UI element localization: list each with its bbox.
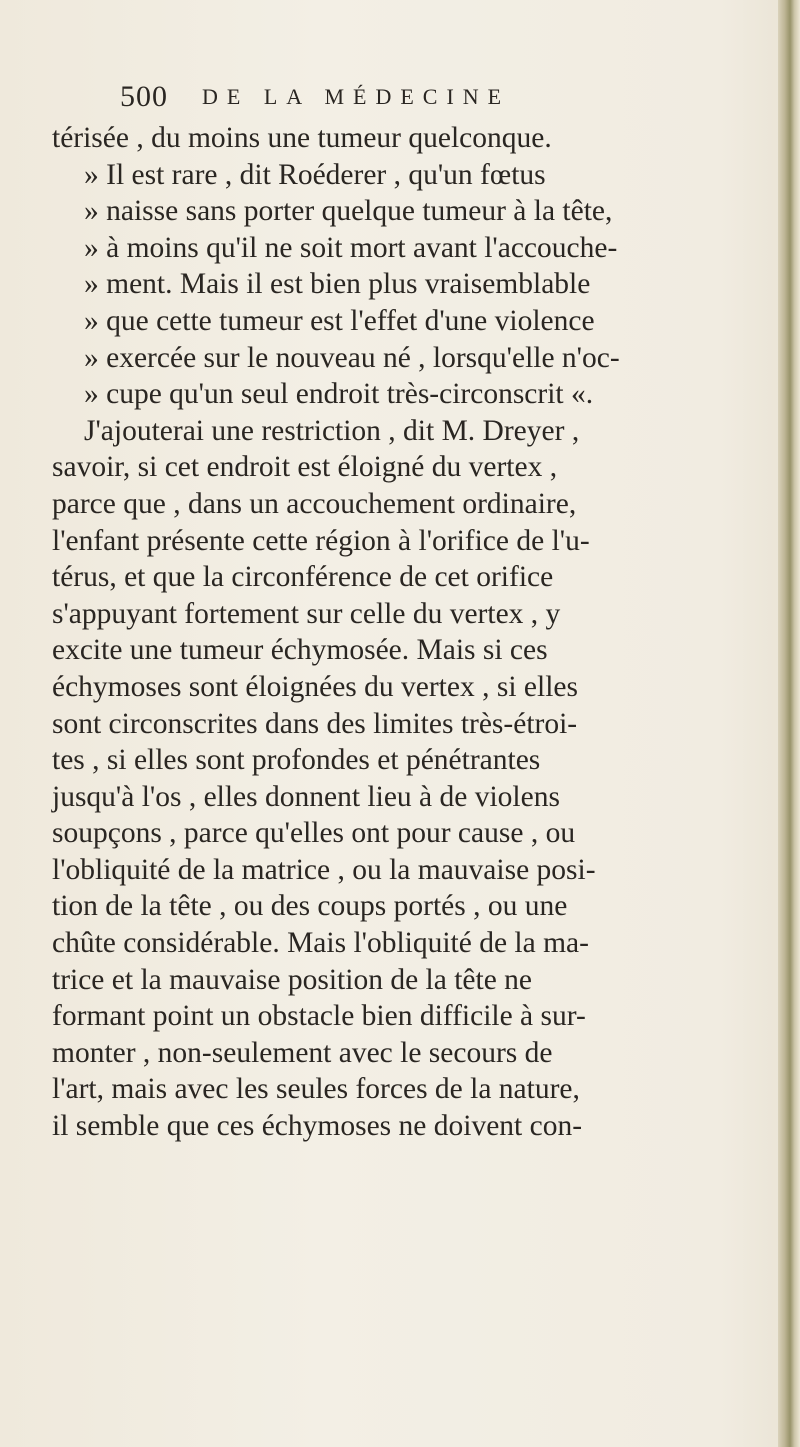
running-title: DE LA MÉDECINE (202, 84, 511, 109)
text-line: chûte considérable. Mais l'obliquité de la ma- (52, 927, 589, 960)
text-line: tion de la tête , ou des coups portés , ou une (52, 890, 568, 923)
text-line: échymoses sont éloignées du vertex , si elles (52, 670, 578, 703)
text-line: savoir, si cet endroit est éloigné du vertex , (52, 451, 558, 484)
text-line: formant point un obstacle bien difficile à sur- (52, 1000, 586, 1033)
text-line: térisée , du moins une tumeur quelconque. (52, 122, 552, 154)
text-line: » exercée sur le nouveau né , lorsqu'elle n'oc- (84, 341, 620, 374)
body-text (52, 120, 742, 1145)
text-line: jusqu'à l'os , elles donnent lieu à de violens (52, 780, 560, 813)
text-line: monter , non-seulement avec le secours de (52, 1036, 553, 1069)
text-line: soupçons , parce qu'elles ont pour cause , ou (52, 817, 576, 850)
page-number: 500 (120, 80, 168, 113)
page-header (120, 80, 680, 120)
text-line: l'obliquité de la matrice , ou la mauvaise posi- (52, 853, 596, 886)
text-line: parce que , dans un accouchement ordinaire, (52, 487, 577, 520)
text-line: s'appuyant fortement sur celle du vertex , y (52, 597, 561, 630)
page-edge (778, 0, 800, 1447)
text-line: » à moins qu'il ne soit mort avant l'accouche- (84, 231, 618, 264)
text-line: » ment. Mais il est bien plus vraisemblable (84, 268, 591, 301)
text-line: » que cette tumeur est l'effet d'une violence (84, 304, 595, 337)
text-line: J'ajouterai une restriction , dit M. Dreyer , (84, 414, 580, 447)
text-line: excite une tumeur échymosée. Mais si ces (52, 634, 548, 667)
text-line: l'enfant présente cette région à l'orifice de l'u- (52, 524, 590, 557)
text-line: tes , si elles sont profondes et pénétrantes (52, 744, 541, 777)
text-line: térus, et que la circonférence de cet orifice (52, 561, 554, 594)
text-line: l'art, mais avec les seules forces de la nature, (52, 1073, 580, 1106)
text-line: » cupe qu'un seul endroit très-circonscrit «. (84, 378, 594, 411)
text-line: sont circonscrites dans des limites très-étroi- (52, 707, 578, 740)
text-line: trice et la mauvaise position de la tête ne (52, 963, 533, 996)
text-line: » naisse sans porter quelque tumeur à la tête, (84, 195, 613, 228)
text-line: » Il est rare , dit Roéderer , qu'un fœtus (84, 158, 546, 191)
text-line: il semble que ces échymoses ne doivent con- (52, 1110, 583, 1143)
